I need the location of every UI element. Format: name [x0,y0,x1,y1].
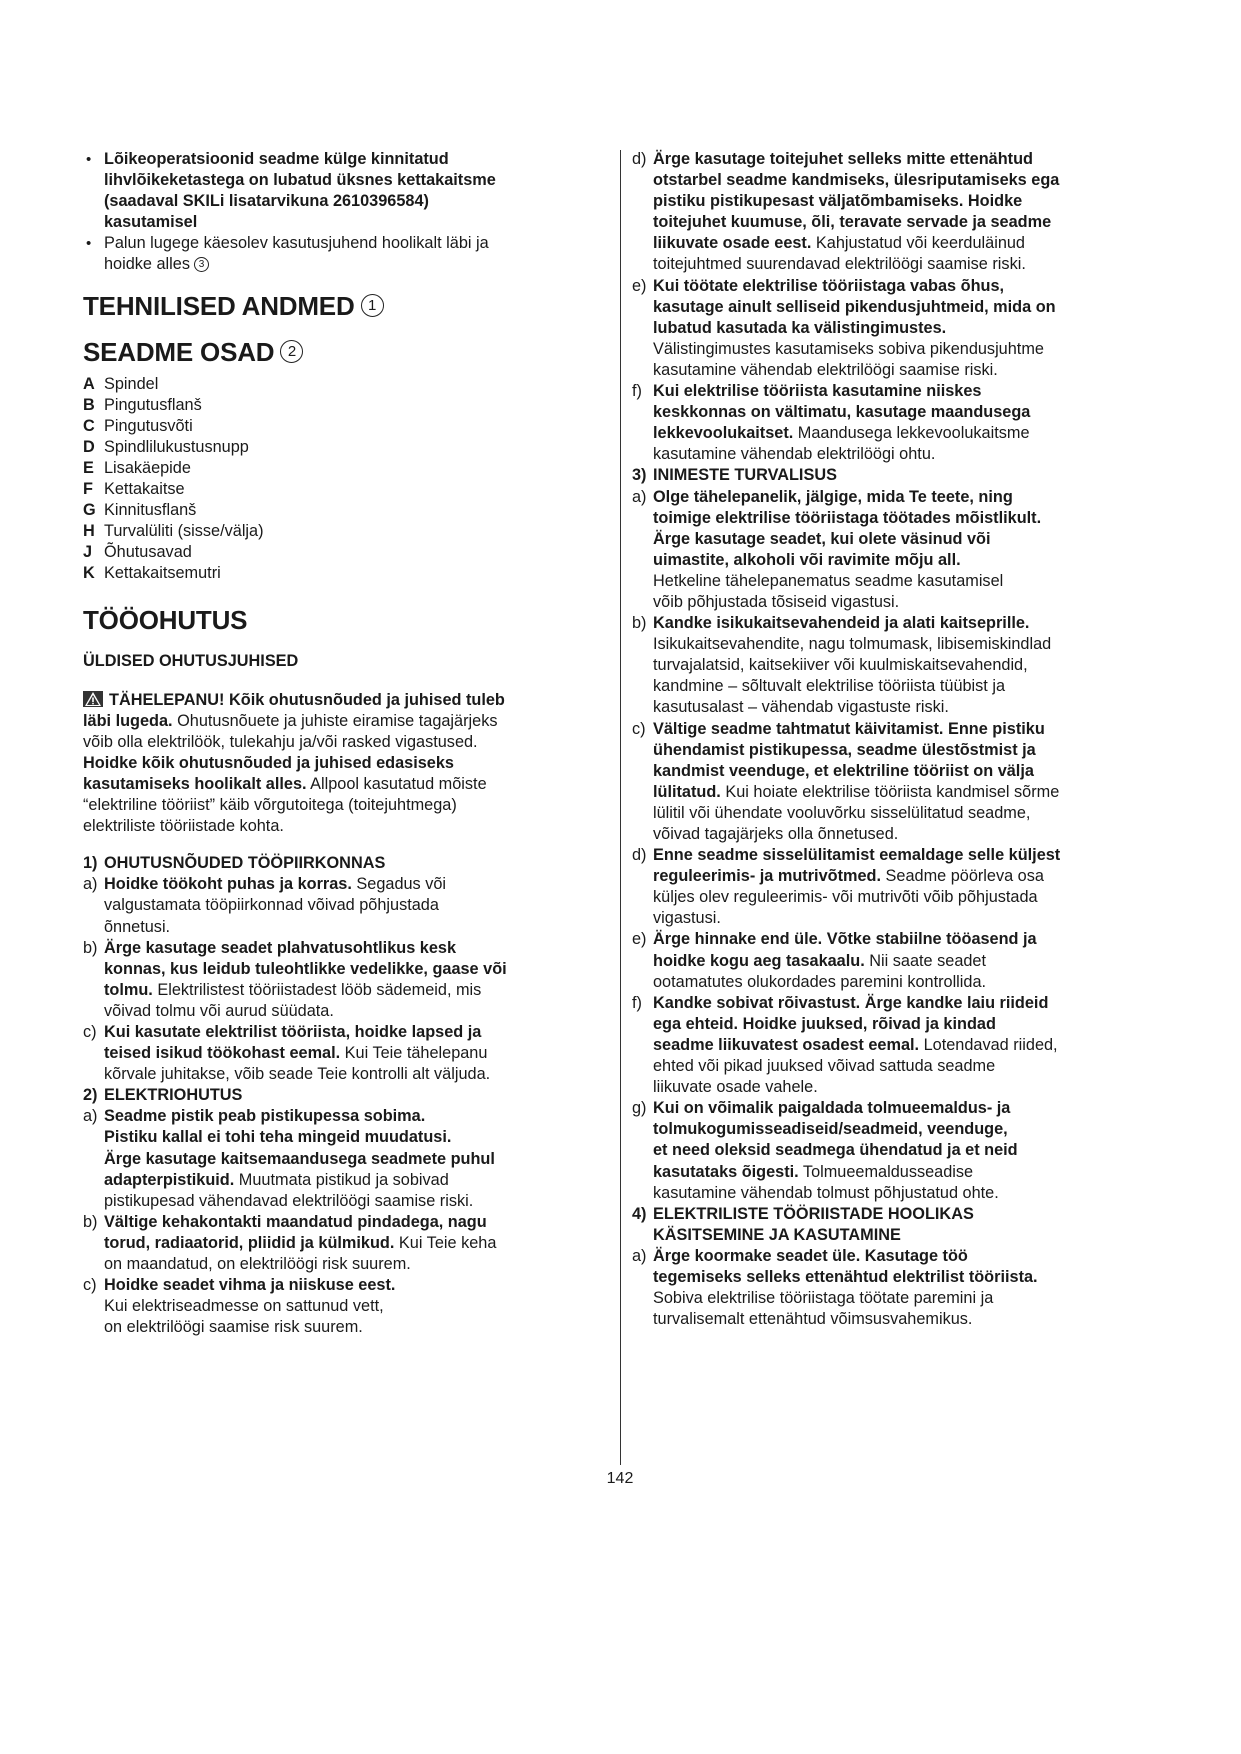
bold-text: Kui on võimalik paigaldada tolmueemaldus- ja [653,1099,1011,1118]
text-line [104,980,608,1001]
part-name: Kettakaitse [104,479,185,498]
text-line [104,1233,608,1254]
bold-text: INIMESTE TURVALISUS [653,466,837,485]
text: turvalisemalt ettenähtud võimsusvahemikus. [653,1310,973,1329]
item-label: 1) [83,854,98,873]
bold-text: kasutamiseks hoolikalt alles. [83,774,307,793]
parts-list-item [83,437,608,458]
text-line [83,816,608,837]
text-line [104,1149,608,1170]
text: ootamatutes olukordades paremini kontrollida. [653,972,987,991]
text-line [104,212,608,233]
text-line [653,550,1192,571]
part-letter: H [83,521,95,540]
list-item [83,1212,608,1275]
text: Lotendavad riided, [919,1035,1058,1054]
item-label: a) [83,1107,98,1126]
list-item [83,1022,608,1085]
bullet-marker: • [86,151,92,168]
text-line [653,824,1192,845]
text: kasutusalast – vähendab vigastuste riski. [653,698,949,717]
bold-text: Hoidke töökoht puhas ja korras. [104,875,352,894]
bold-text: lihvlõikeketastega on lubatud üksnes kettakaitsme [104,171,496,190]
part-letter: K [83,563,95,582]
text: kandmine – sõltuvalt elektrilise tööriista tüübist ja [653,677,1006,696]
bold-text: Ärge koormake seadet üle. Kasutage töö [653,1246,968,1265]
bold-text: OHUTUSNÕUDED TÖÖPIIRKONNAS [104,854,386,873]
warning-icon [83,691,103,707]
text: turvajalatsid, kaitsekiiver või kuulmiskaitsevahendid, [653,656,1028,675]
text-line [653,1098,1192,1119]
item-label: e) [632,276,647,295]
text-line [653,1225,1192,1246]
bold-text: Hoidke kõik ohutusnõuded ja juhised edasiseks [83,753,454,772]
text-line [104,233,608,254]
item-label: g) [632,1099,647,1118]
text: Tolmueemaldusseadise [798,1162,974,1181]
text: võib olla elektrilöök, tulekahju ja/või rasked vigastused. [83,732,478,751]
bold-text: Enne seadme sisselülitamist eemaldage selle küljest [653,846,1061,865]
text-line [104,1275,608,1296]
parts-list-item [83,458,608,479]
bold-text: Kandke sobivat rõivastust. Ärge kandke laiu riideid [653,993,1049,1012]
parts-list-item [83,416,608,437]
text-line [653,1288,1192,1309]
bold-text: Ärge kasutage seadet, kui olete väsinud või [653,529,991,548]
text-line [653,1183,1192,1204]
bold-text: lülitatud. [653,782,721,801]
section-heading [83,290,608,322]
bold-text: Kui elektrilise tööriista kasutamine niiskes [653,382,982,401]
text-line [83,732,608,753]
text-line [653,381,1192,402]
bold-text: keskkonnas on vältimatu, kasutage maandusega [653,403,1031,422]
bold-text: otstarbel seadme kandmiseks, ülesriputamiseks ega [653,171,1060,190]
part-letter: J [83,542,93,561]
item-label: f) [632,382,642,401]
text-line [653,845,1192,866]
text-line [653,634,1192,655]
text-line [653,761,1192,782]
bold-text: Kui töötate elektrilise tööriistaga vabas õhus, [653,276,1005,295]
text: elektriliste tööriistade kohta. [83,817,284,836]
bold-text: adapterpistikuid. [104,1170,235,1189]
text-line [104,1085,608,1106]
circled-number: 3 [194,257,209,272]
bold-text: teised isikud töökohast eemal. [104,1044,341,1063]
bold-text: Lõikeoperatsioonid seadme külge kinnitatud [104,150,449,168]
numbered-section-heading [632,465,1192,486]
text-line [653,1140,1192,1161]
part-letter: B [83,395,95,414]
text: Kahjustatud või keerduläinud [811,234,1025,253]
bold-text: pistiku pistikupesast väljatõmbamiseks. Hoidke [653,192,1023,211]
text: kõrvale juhitakse, võib seade Teie kontrolli alt väljuda. [104,1065,491,1084]
text-line [653,993,1192,1014]
text: võib põhjustada tõsiseid vigastusi. [653,592,900,611]
text-line [104,1170,608,1191]
bold-text: Ärge kasutage toitejuhet selleks mitte ettenähtud [653,150,1033,168]
part-name: Spindel [104,374,159,393]
bold-text: konnas, kus leidub tuleohtlikke vedelikke, gaase või [104,959,507,978]
text: on maandatud, on elektrilöögi risk suurem. [104,1255,411,1273]
text-line [104,1254,608,1275]
item-label: d) [632,846,647,865]
text-line [104,254,608,275]
item-label: 3) [632,466,647,485]
text-line [653,254,1192,275]
list-item [83,938,608,1022]
warning-paragraph [83,690,608,838]
bold-text: ühendamist pistikupessa, seadme ülestõstmist ja [653,740,1036,759]
text-line [653,697,1192,718]
text: Välistingimustes kasutamiseks sobiva pikendusjuhtme [653,339,1044,358]
text-line [653,212,1192,233]
text-line [104,1106,608,1127]
item-label: 4) [632,1204,647,1223]
right-column [632,149,1192,1330]
text: on elektrilöögi saamise risk suurem. [104,1318,363,1337]
text: Isikukaitsevahendite, nagu tolmumask, libisemiskindlad [653,635,1052,654]
text-line [83,711,608,732]
part-letter: A [83,374,95,393]
text: Segadus või [351,875,447,894]
text-line [104,1296,608,1317]
bold-text: kasutataks õigesti. [653,1162,799,1181]
text-line [653,613,1192,634]
text-line [653,360,1192,381]
text-line [653,655,1192,676]
bold-text: kasutamisel [104,213,198,232]
text-line [653,1119,1192,1140]
text-line [104,917,608,938]
heading-text: TÖÖOHUTUS [83,604,248,635]
item-label: a) [83,875,98,894]
circled-number: 1 [361,294,384,317]
bold-text: ega ehteid. Hoidke juuksed, rõivad ja kindad [653,1014,996,1033]
bold-text: tolmukogumisseadiseid/seadmeid, veenduge, [653,1120,1008,1139]
text-line [104,1001,608,1022]
text-line [653,149,1192,170]
text-line [653,1014,1192,1035]
bold-text: KÄSITSEMINE JA KASUTAMINE [653,1225,901,1244]
item-label: c) [83,1276,97,1295]
parts-list-item [83,563,608,584]
text: ehted või pikad juuksed võivad sattuda seadme [653,1057,996,1076]
text: Ohutusnõuete ja juhiste eiramise tagajärjeks [172,711,498,730]
bold-text: tegemiseks selleks ettenähtud elektrilist tööriista. [653,1267,1038,1286]
part-name: Spindlilukustusnupp [104,437,249,456]
numbered-section-heading [83,1085,608,1106]
text: kasutamine vähendab elektrilöögi saamise riski. [653,360,998,379]
bold-text: torud, radiaatorid, pliidid ja külmikud. [104,1233,395,1252]
text-line [653,1267,1192,1288]
text: õnnetusi. [104,917,171,936]
text: Kui elektriseadmesse on sattunud vett, [104,1297,384,1316]
part-name: Pingutusflanš [104,395,202,414]
text: Hetkeline tähelepanematus seadme kasutamisel [653,571,1004,590]
list-item [632,1098,1192,1203]
section-heading [83,604,608,636]
bold-text: (saadaval SKILi lisatarvikuna 2610396584) [104,192,429,211]
text-line [104,1043,608,1064]
text: võivad tagajärjeks olla õnnetused. [653,825,899,843]
text-line [653,233,1192,254]
text-line [653,1077,1192,1098]
text: Kui hoiate elektrilise tööriista kandmisel sõrme [720,782,1060,801]
bold-text: Kandke isikukaitsevahendeid ja alati kaitseprille. [653,614,1030,633]
text-line [653,529,1192,550]
text-line [653,465,1192,486]
bold-text: tolmu. [104,980,153,999]
parts-list-item [83,395,608,416]
part-letter: C [83,416,95,435]
heading-text: SEADME OSAD [83,336,275,367]
text: kasutamine vähendab tolmust põhjustatud ohte. [653,1183,999,1202]
item-label: c) [632,719,646,738]
text: Allpool kasutatud mõiste [306,774,487,793]
text: Palun lugege käesolev kasutusjuhend hoolikalt läbi ja [104,234,489,253]
list-item [83,874,608,937]
bold-text: liikuvate osade eest. [653,234,812,253]
text-line [653,1309,1192,1330]
column-divider [620,150,621,1465]
text-line [83,774,608,795]
text-line [653,1246,1192,1267]
bold-text: Pistiku kallal ei tohi teha mingeid muudatusi. [104,1128,452,1147]
text-line [104,1064,608,1085]
list-item [632,1246,1192,1330]
text-line [104,1127,608,1148]
part-name: Turvalüliti (sisse/välja) [104,521,264,540]
text: võivad tolmu või aurud süüdata. [104,1001,334,1020]
parts-list [83,374,608,584]
bold-text: kasutage ainult selliseid pikendusjuhtmeid, mida on [653,297,1056,316]
text-line [104,938,608,959]
text-line [104,170,608,191]
list-item [632,276,1192,381]
text: küljes olev reguleerimis- või mutrivõti võib põhjustada [653,888,1038,907]
text-line [653,866,1192,887]
item-label: c) [83,1022,97,1041]
item-label: a) [632,1246,647,1265]
text: liikuvate osade vahele. [653,1078,818,1097]
text-line [104,1191,608,1212]
item-label: e) [632,930,647,949]
text-line [653,740,1192,761]
part-letter: D [83,437,95,456]
text-line [653,339,1192,360]
item-label: b) [632,614,647,633]
numbered-section-heading [83,853,608,874]
item-label: f) [632,993,642,1012]
list-item [632,929,1192,992]
text-line [104,959,608,980]
list-item [83,1275,608,1338]
left-column [83,149,608,1338]
text-line [653,908,1192,929]
text-line [653,676,1192,697]
bold-text: lubatud kasutada ka välistingimustes. [653,318,947,337]
part-name: Lisakäepide [104,458,191,477]
text-line [104,895,608,916]
text-line [104,1022,608,1043]
bold-text: ELEKTRIOHUTUS [104,1086,243,1105]
bold-text: seadme liikuvatest osadest eemal. [653,1035,920,1054]
text-line [653,571,1192,592]
text-line [653,508,1192,529]
text: Kui Teie keha [394,1233,497,1252]
list-item [632,381,1192,465]
text-line [653,972,1192,993]
bold-text: Ärge kasutage kaitsemaandusega seadmete puhul [104,1149,495,1168]
text: Nii saate seadet [864,951,987,970]
list-item [632,993,1192,1098]
text: “elektriline tööriist” käib võrgutoitega (toitejuhtmega) [83,796,457,815]
text-line [653,929,1192,950]
text-line [653,1056,1192,1077]
list-item [632,487,1192,614]
text-line [104,149,608,170]
text-line [653,423,1192,444]
bullet-marker: • [86,235,92,253]
text-line [83,753,608,774]
parts-list-item [83,542,608,563]
bold-text: reguleerimis- ja mutrivõtmed. [653,867,882,886]
item-label: d) [632,150,647,168]
bold-text: Olge tähelepanelik, jälgige, mida Te teete, ning [653,487,1013,506]
text-line [653,803,1192,824]
parts-list-item [83,500,608,521]
text: lülitil või ühendate vooluvõrku sisselülitatud seadme, [653,803,1031,822]
text-line [104,191,608,212]
list-item [632,613,1192,718]
bold-text: toitejuhet kuumuse, õli, teravate servade ja seadme [653,213,1052,232]
text: pistikupesad vähendavad elektrilöögi saamise riski. [104,1191,474,1210]
text-line [653,402,1192,423]
part-letter: E [83,458,94,477]
item-label: a) [632,487,647,506]
text-line [653,719,1192,740]
text: Elektrilistest tööriistadest lööb sädemeid, mis [152,980,482,999]
part-letter: G [83,500,96,519]
bold-text: Seadme pistik peab pistikupessa sobima. [104,1107,426,1126]
list-item [83,1106,608,1211]
part-letter: F [83,479,93,498]
text-line [653,318,1192,339]
subheading: ÜLDISED OHUTUSJUHISED [83,651,299,670]
text: vigastusi. [653,909,721,928]
text-line [104,1317,608,1338]
text: kasutamine vähendab elektrilöögi ohtu. [653,445,936,464]
numbered-section-heading [632,1204,1192,1246]
text-line [653,297,1192,318]
bold-text: TÄHELEPANU! Kõik ohutusnõuded ja juhised tuleb [109,690,505,709]
parts-list-item [83,521,608,542]
text-line [83,795,608,816]
heading-text: TEHNILISED ANDMED [83,290,355,321]
text-line [653,276,1192,297]
bold-text: ELEKTRILISTE TÖÖRIISTADE HOOLIKAS [653,1204,974,1223]
part-name: Pingutusvõti [104,416,193,435]
bold-text: kandmist veenduge, et elektriline tööriist on välja [653,761,1034,780]
bold-text: Vältige kehakontakti maandatud pindadega, nagu [104,1212,487,1231]
bullet-item [83,233,608,275]
bold-text: Hoidke seadet vihma ja niiskuse eest. [104,1276,396,1295]
parts-list-item [83,374,608,395]
text-line [653,782,1192,803]
item-label: b) [83,1212,98,1231]
list-item [632,149,1192,276]
bold-text: uimastite, alkoholi või ravimite mõju all. [653,550,961,569]
bold-text: Ärge hinnake end üle. Võtke stabiilne tööasend ja [653,930,1037,949]
list-item [632,845,1192,929]
circled-number: 2 [280,340,303,363]
bold-text: Vältige seadme tahtmatut käivitamist. Enne pistiku [653,719,1045,738]
text: Seadme pöörleva osa [881,867,1044,886]
text-line [653,592,1192,613]
text: Kui Teie tähelepanu [340,1044,488,1063]
text: Sobiva elektrilise tööriistaga töötate paremini ja [653,1289,994,1308]
text: valgustamata tööpiirkonnad võivad põhjustada [104,896,439,915]
text-line [653,1035,1192,1056]
section-heading [83,336,608,368]
part-name: Kettakaitsemutri [104,563,221,582]
text-line [104,853,608,874]
text-line [653,487,1192,508]
part-name: Õhutusavad [104,542,192,561]
bold-text: Ärge kasutage seadet plahvatusohtlikus kesk [104,938,456,957]
part-name: Kinnitusflanš [104,500,197,519]
list-item [632,719,1192,846]
text-line [653,191,1192,212]
bold-text: lekkevoolukaitset. [653,424,794,443]
text-line [653,1204,1192,1225]
text: Muutmata pistikud ja sobivad [234,1170,449,1189]
text-line [653,887,1192,908]
text-line [104,1212,608,1233]
text: toitejuhtmed suurendavad elektrilöögi saamise riski. [653,255,1026,274]
text-line [653,951,1192,972]
bold-text: et need oleksid seadmega ühendatud ja et neid [653,1141,1018,1160]
item-label: 2) [83,1086,98,1105]
text-line [104,874,608,895]
item-label: b) [83,938,98,957]
bold-text: toimige elektrilise tööriistaga töötades mõistlikult. [653,508,1042,527]
text-line [653,1162,1192,1183]
text: Maandusega lekkevoolukaitsme [793,424,1030,443]
bullet-item [83,149,608,233]
bold-text: hoidke kogu aeg tasakaalu. [653,951,865,970]
parts-list-item [83,479,608,500]
text: hoidke alles [104,255,190,274]
bold-text: läbi lugeda. [83,711,173,730]
text-line [653,444,1192,465]
page-number: 142 [606,1470,634,1487]
bold-text: Kui kasutate elektrilist tööriista, hoidke lapsed ja [104,1022,482,1041]
text-line [83,690,608,711]
text-line [653,170,1192,191]
